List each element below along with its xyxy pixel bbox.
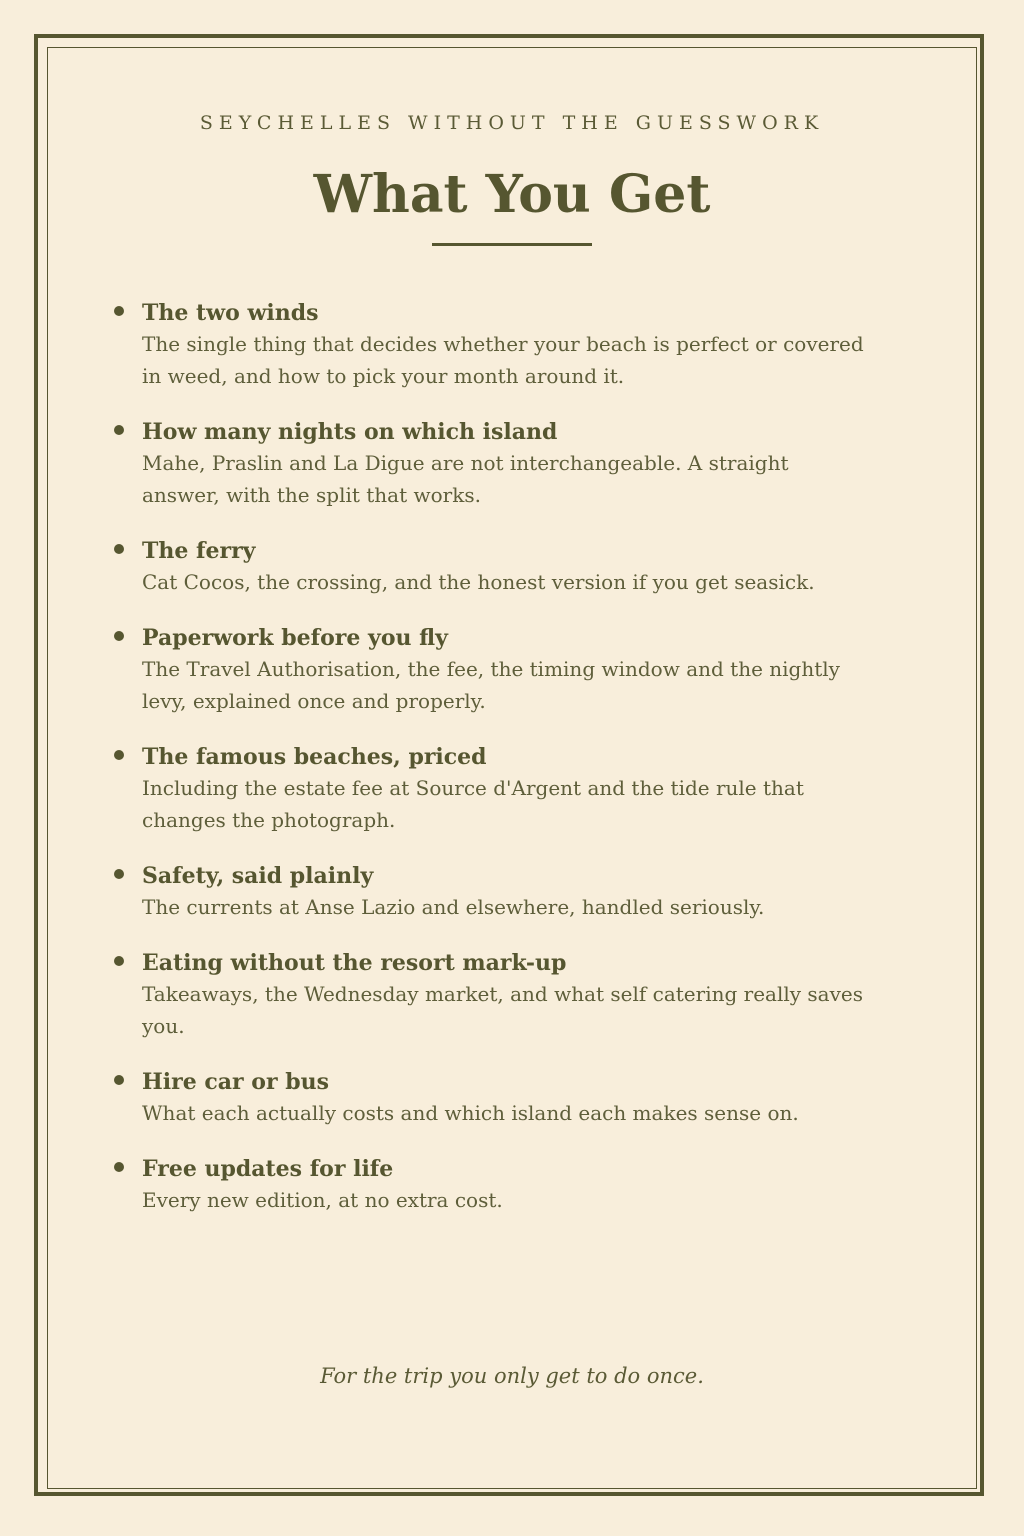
eyebrow-text: SEYCHELLES WITHOUT THE GUESSWORK [199,112,825,134]
feature-title: How many nights on which island [142,419,558,445]
bullet-icon [114,631,124,641]
bullet-icon [114,869,124,879]
feature-description: Including the estate fee at Source d'Argent and the tide rule that changes the photograph. [142,776,804,832]
bullet-icon [114,1162,124,1172]
list-item [142,948,872,1042]
feature-title: Safety, said plainly [142,863,374,889]
list-item [142,298,872,392]
bullet-icon [114,1075,124,1085]
feature-title: The ferry [142,538,256,564]
feature-list [142,298,872,1241]
feature-title: Free updates for life [142,1156,394,1182]
feature-description: Takeaways, the Wednesday market, and what self catering really saves you. [142,982,863,1038]
feature-description: The Travel Authorisation, the fee, the timing window and the nightly levy, explained once and properly. [142,657,840,713]
list-item [142,742,872,836]
list-item [142,623,872,717]
footer-tagline: For the trip you only get to do once. [320,1364,704,1388]
bullet-icon [114,425,124,435]
feature-title: The two winds [142,300,319,326]
list-item [142,417,872,511]
list-item [142,861,872,923]
title-divider [432,243,592,246]
bullet-icon [114,306,124,316]
bullet-icon [114,956,124,966]
list-item [142,1154,872,1216]
feature-title: Paperwork before you fly [142,625,448,651]
page-title: What You Get [313,164,711,225]
list-item [142,1067,872,1129]
feature-title: Eating without the resort mark-up [142,950,567,976]
feature-description: Every new edition, at no extra cost. [142,1188,503,1212]
feature-description: What each actually costs and which island each makes sense on. [142,1101,799,1125]
bullet-icon [114,544,124,554]
feature-description: The single thing that decides whether your beach is perfect or covered in weed, and how to pick your month around it. [142,332,864,388]
feature-description: Mahe, Praslin and La Digue are not interchangeable. A straight answer, with the split that works. [142,451,789,507]
feature-title: Hire car or bus [142,1069,329,1095]
bullet-icon [114,750,124,760]
list-item [142,536,872,598]
feature-description: Cat Cocos, the crossing, and the honest version if you get seasick. [142,570,815,594]
feature-title: The famous beaches, priced [142,744,487,770]
feature-description: The currents at Anse Lazio and elsewhere, handled seriously. [142,895,765,919]
